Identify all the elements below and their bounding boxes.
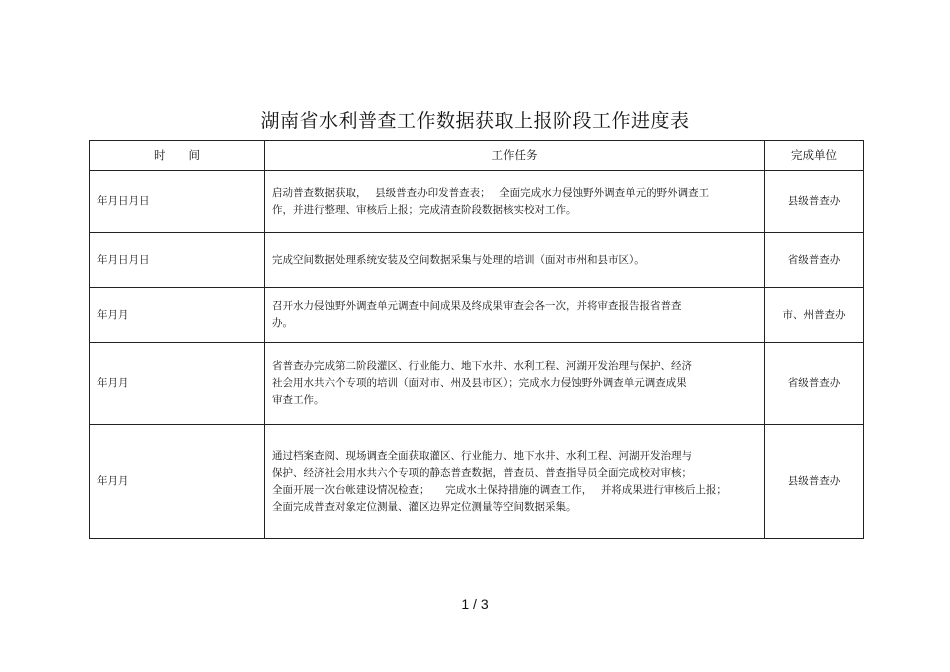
page-number: 1 / 3 — [461, 596, 489, 612]
cell-task — [265, 233, 765, 288]
task-line: 通过档案查阅、现场调查全面获取灌区、行业能力、地下水井、水利工程、河湖开发治理与 — [272, 449, 692, 462]
document-title: 湖南省水利普查工作数据获取上报阶段工作进度表 — [260, 110, 690, 132]
task-line: 社会用水共六个专项的培训（面对市、州及县市区）；完成水力侵蚀野外调查单元调查成果 — [272, 377, 687, 389]
cell-time: 年月日月日 — [90, 233, 265, 288]
task-line: 审查工作。 — [272, 394, 325, 406]
cell-unit: 市、州普查办 — [765, 288, 864, 343]
header-unit: 完成单位 — [765, 141, 864, 171]
cell-task — [265, 171, 765, 233]
task-line: 省普查办完成第二阶段灌区、行业能力、地下水井、水利工程、河湖开发治理与保护、经济 — [272, 360, 692, 372]
cell-unit: 省级普查办 — [765, 233, 864, 288]
header-task: 工作任务 — [265, 141, 765, 171]
task-line: 保护、经济社会用水共六个专项的静态普查数据，普查员、普查指导员全面完成校对审核； — [272, 466, 692, 479]
task-line: 启动普查数据获取， 县级普查办印发普查表； 全面完成水力侵蚀野外调查单元的野外调查工 — [272, 186, 710, 199]
task-line: 办。 — [272, 317, 293, 329]
cell-unit: 县级普查办 — [765, 425, 864, 539]
table-row — [90, 425, 864, 539]
cell-time: 年月日月日 — [90, 171, 265, 233]
cell-unit: 县级普查办 — [765, 171, 864, 233]
table-row — [90, 288, 864, 343]
header-time: 时 间 — [90, 141, 265, 171]
cell-time: 年月月 — [90, 288, 265, 343]
progress-table — [89, 140, 864, 539]
cell-task — [265, 288, 765, 343]
cell-unit: 省级普查办 — [765, 343, 864, 425]
task-line: 全面完成普查对象定位测量、灌区边界定位测量等空间数据采集。 — [272, 500, 577, 513]
cell-task — [265, 425, 765, 539]
task-line: 召开水力侵蚀野外调查单元调查中间成果及终成果审查会各一次，并将审查报告报省普查 — [272, 300, 682, 312]
table-header-row — [90, 141, 864, 171]
task-line: 完成空间数据处理系统安装及空间数据采集与处理的培训（面对市州和县市区）。 — [272, 253, 645, 266]
table-row — [90, 233, 864, 288]
cell-time: 年月月 — [90, 343, 265, 425]
table-row — [90, 171, 864, 233]
task-line: 作，并进行整理、审核后上报；完成清查阶段数据核实校对工作。 — [272, 203, 577, 216]
cell-time: 年月月 — [90, 425, 265, 539]
cell-task — [265, 343, 765, 425]
table-row — [90, 343, 864, 425]
task-line: 全面开展一次台帐建设情况检查； 完成水土保持措施的调查工作， 并将成果进行审核后上报； — [272, 483, 727, 496]
